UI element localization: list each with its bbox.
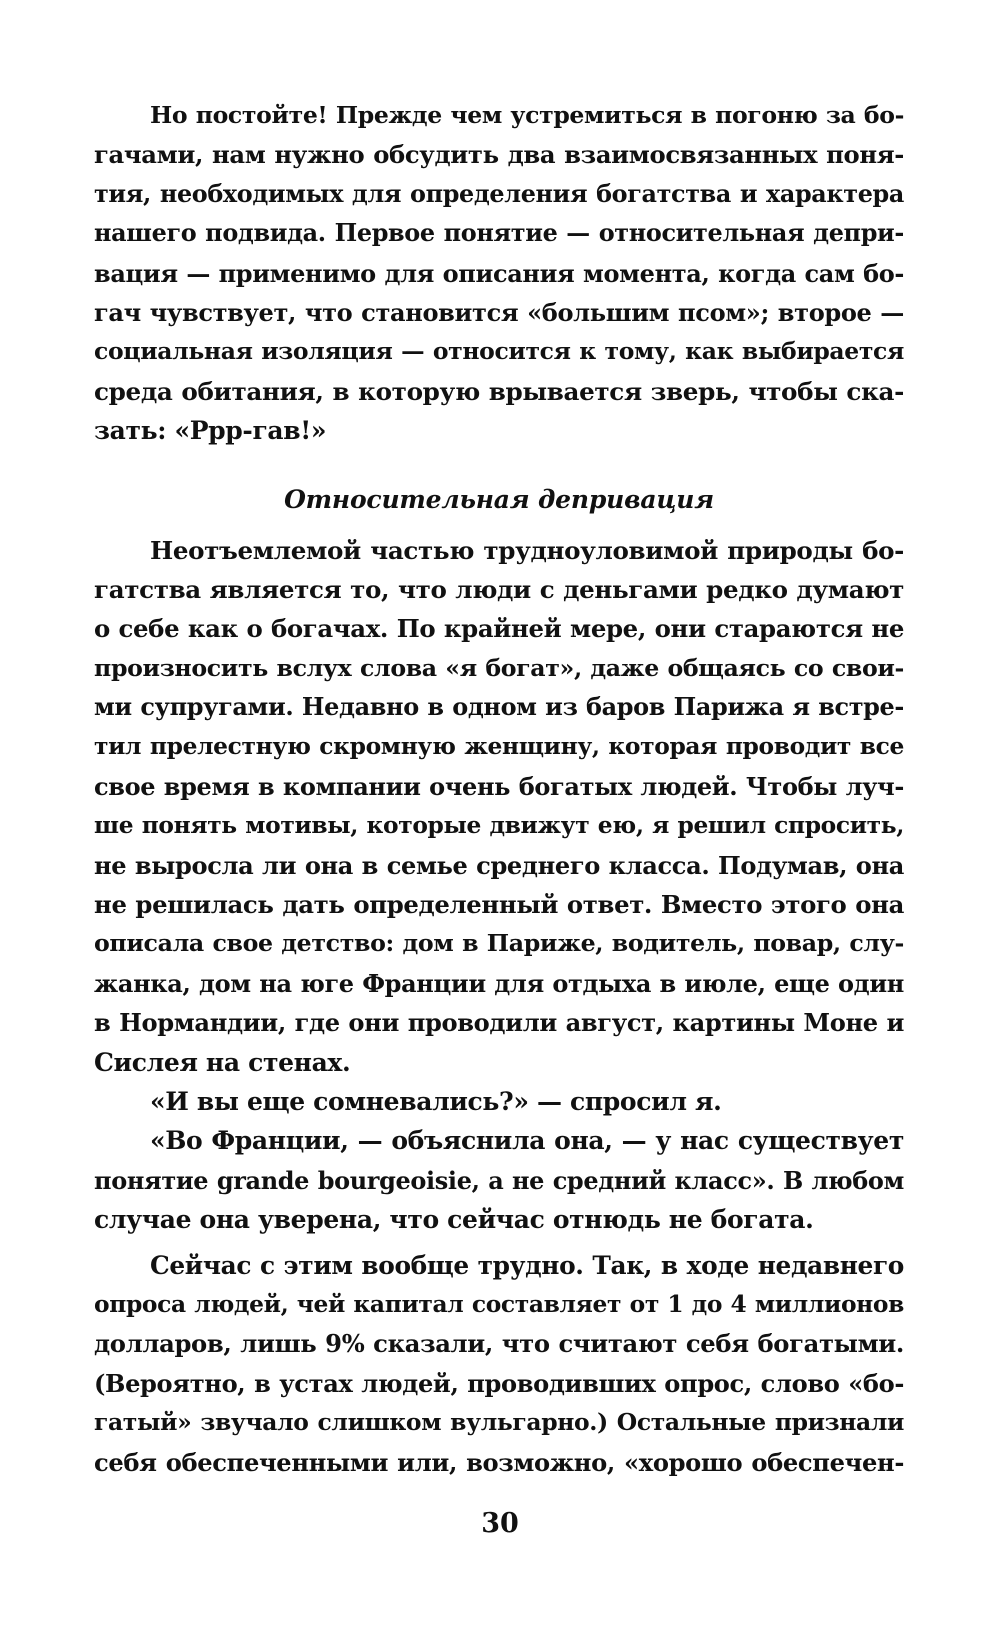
text-line: ми супругами. Недавно в одном из баров Парижа я встре- bbox=[94, 693, 904, 722]
page-number: 30 bbox=[481, 1508, 519, 1539]
text-line: Неотъемлемой частью трудноуловимой природы бо- bbox=[150, 535, 904, 565]
text-line: свое время в компании очень богатых людей. Чтобы луч- bbox=[94, 771, 904, 801]
text-line: социальная изоляция — относится к тому, как выбирается bbox=[94, 337, 904, 366]
text-line: «И вы еще сомневались?» — спросил я. bbox=[150, 1086, 722, 1116]
text-line: Сислея на стенах. bbox=[94, 1047, 351, 1077]
paragraph-intro bbox=[94, 96, 904, 451]
paragraph-question bbox=[94, 1082, 904, 1121]
text-line: понятие grande bourgeoisie, а не средний класс». В любом bbox=[94, 1165, 904, 1195]
text-line: вация — применимо для описания момента, когда сам бо- bbox=[94, 258, 904, 288]
text-line: гатства является то, что люди с деньгами редко думают bbox=[94, 574, 904, 604]
text-line: тил прелестную скромную женщину, которая проводит все bbox=[94, 732, 904, 761]
paragraph-relative-deprivation bbox=[94, 531, 904, 1082]
section-heading: Относительная депривация bbox=[284, 484, 714, 514]
text-line: произносить вслух слова «я богат», даже общаясь со свои- bbox=[94, 653, 904, 682]
text-line: ше понять мотивы, которые движут ею, я решил спросить, bbox=[94, 812, 904, 840]
text-line: Сейчас с этим вообще трудно. Так, в ходе недавнего bbox=[150, 1250, 904, 1280]
text-line: не выросла ли она в семье среднего класса. Подумав, она bbox=[94, 850, 904, 880]
paragraph-france bbox=[94, 1121, 904, 1239]
text-line: нашего подвида. Первое понятие — относительная депри- bbox=[94, 219, 904, 248]
text-line: о себе как о богачах. По крайней мере, они стараются не bbox=[94, 614, 904, 644]
text-line: опроса людей, чей капитал составляет от 1 до 4 миллионов bbox=[94, 1289, 904, 1318]
text-line: среда обитания, в которую врывается зверь, чтобы ска- bbox=[94, 376, 904, 406]
text-line: описала свое детство: дом в Париже, водитель, повар, слу- bbox=[94, 929, 904, 958]
text-line: «Во Франции, — объяснила она, — у нас существует bbox=[150, 1126, 904, 1156]
text-line: гатый» звучало слишком вульгарно.) Остальные признали bbox=[94, 1408, 904, 1437]
text-line: (Вероятно, в устах людей, проводивших опрос, слово «бо- bbox=[94, 1368, 904, 1398]
text-line: в Нормандии, где они проводили август, картины Моне и bbox=[94, 1008, 904, 1038]
text-line: случае она уверена, что сейчас отнюдь не богата. bbox=[94, 1205, 814, 1235]
text-line: не решилась дать определенный ответ. Вместо этого она bbox=[94, 890, 904, 920]
text-line: зать: «Ррр-гав!» bbox=[94, 416, 327, 446]
text-line: гачами, нам нужно обсудить два взаимосвязанных поня- bbox=[94, 140, 904, 170]
text-line: долларов, лишь 9% сказали, что считают себя богатыми. bbox=[94, 1329, 904, 1359]
text-line: жанка, дом на юге Франции для отдыха в июле, еще один bbox=[94, 968, 904, 998]
text-line: Но постойте! Прежде чем устремиться в погоню за бо- bbox=[150, 101, 904, 129]
text-line: тия, необходимых для определения богатства и характера bbox=[94, 179, 904, 208]
text-line: гач чувствует, что становится «большим псом»; второе — bbox=[94, 297, 904, 327]
book-page bbox=[94, 96, 904, 1482]
paragraph-survey bbox=[94, 1246, 904, 1482]
text-line: себя обеспеченными или, возможно, «хорошо обеспечен- bbox=[94, 1447, 904, 1477]
